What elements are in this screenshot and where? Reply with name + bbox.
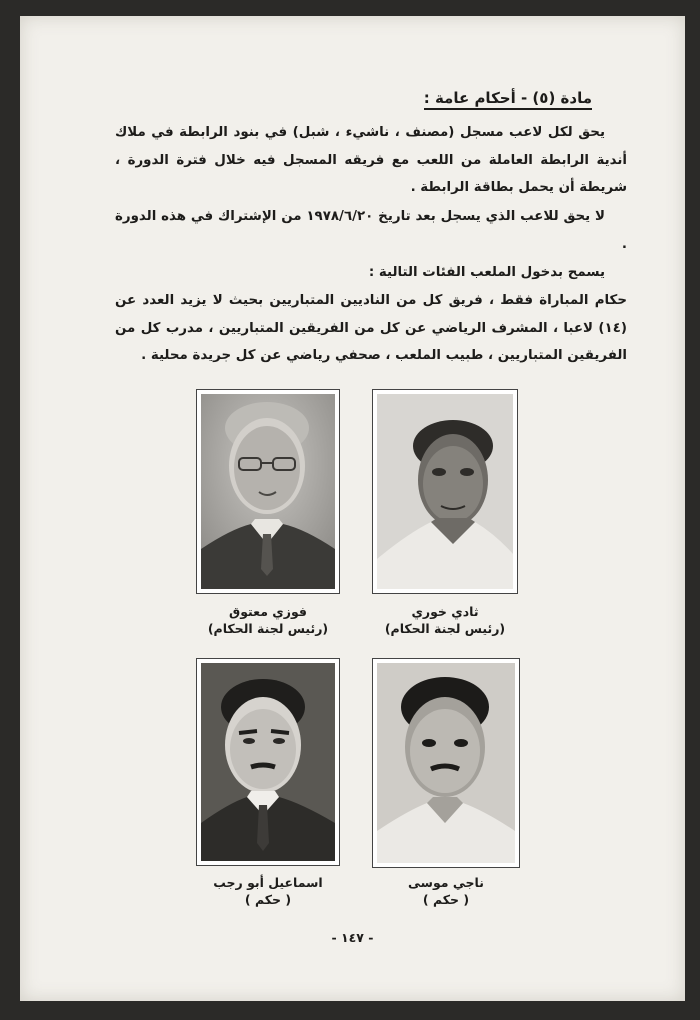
paragraph-eligibility	[115, 119, 627, 202]
caption-photo-3-title: ( حكم )	[244, 892, 292, 907]
paragraph-registration-deadline-text: لا يحق للاعب الذي يسجل بعد تاريخ ١٩٧٨/٦/٢٠ من الإشتراك في هذه الدورة .	[115, 209, 627, 252]
page-number: - ١٤٧ -	[331, 930, 374, 945]
caption-photo-3	[183, 874, 353, 908]
portrait-photo-1	[196, 389, 340, 594]
caption-photo-2-name: ثادي خوري	[411, 604, 479, 619]
article-heading: مادة (٥) - أحكام عامة :	[424, 89, 592, 110]
paragraph-allowed-categories-text: حكام المباراة فقط ، فريق كل من الناديين المتباريين بحيث لا يزيد العدد عن (١٤) لاعبا ، المشرف الرياضي عن كل من الفريقين المتباريين ، مدرب كل من الفريقين المتباريين ، طبيب الملعب ، صحفي رياضي عن كل جريدة محلية .	[115, 293, 627, 363]
portrait-photo-2	[372, 389, 518, 594]
portrait-image-4	[377, 663, 515, 863]
portrait-image-3	[201, 663, 335, 861]
caption-photo-1-name: فوزي معتوق	[229, 604, 307, 619]
caption-photo-2	[360, 603, 530, 637]
portrait-photo-4	[372, 658, 520, 868]
portrait-image-2	[377, 394, 513, 589]
document-page	[20, 16, 685, 1001]
caption-photo-1	[183, 603, 353, 637]
paragraph-field-access-text: يسمح بدخول الملعب الفئات التالية :	[368, 265, 605, 280]
paragraph-field-access	[115, 259, 627, 287]
caption-photo-4-name: ناجي موسى	[408, 875, 484, 890]
paragraph-eligibility-text: يحق لكل لاعب مسجل (مصنف ، ناشيء ، شبل) في بنود الرابطة في ملاك أندية الرابطة العاملة من اللعب مع فريقه المسجل فيه خلال فترة الدورة ، شريطة أن يحمل بطاقة الرابطة .	[115, 125, 627, 195]
caption-photo-3-name: اسماعيل أبو رجب	[213, 875, 323, 890]
portrait-photo-3	[196, 658, 340, 866]
caption-photo-4	[361, 874, 531, 908]
paragraph-allowed-categories	[115, 287, 627, 370]
portrait-image-1	[201, 394, 335, 589]
caption-photo-2-title: (رئيس لجنة الحكام)	[384, 621, 506, 636]
caption-photo-1-title: (رئيس لجنة الحكام)	[207, 621, 329, 636]
paragraph-registration-deadline	[115, 203, 627, 258]
caption-photo-4-title: ( حكم )	[422, 892, 470, 907]
